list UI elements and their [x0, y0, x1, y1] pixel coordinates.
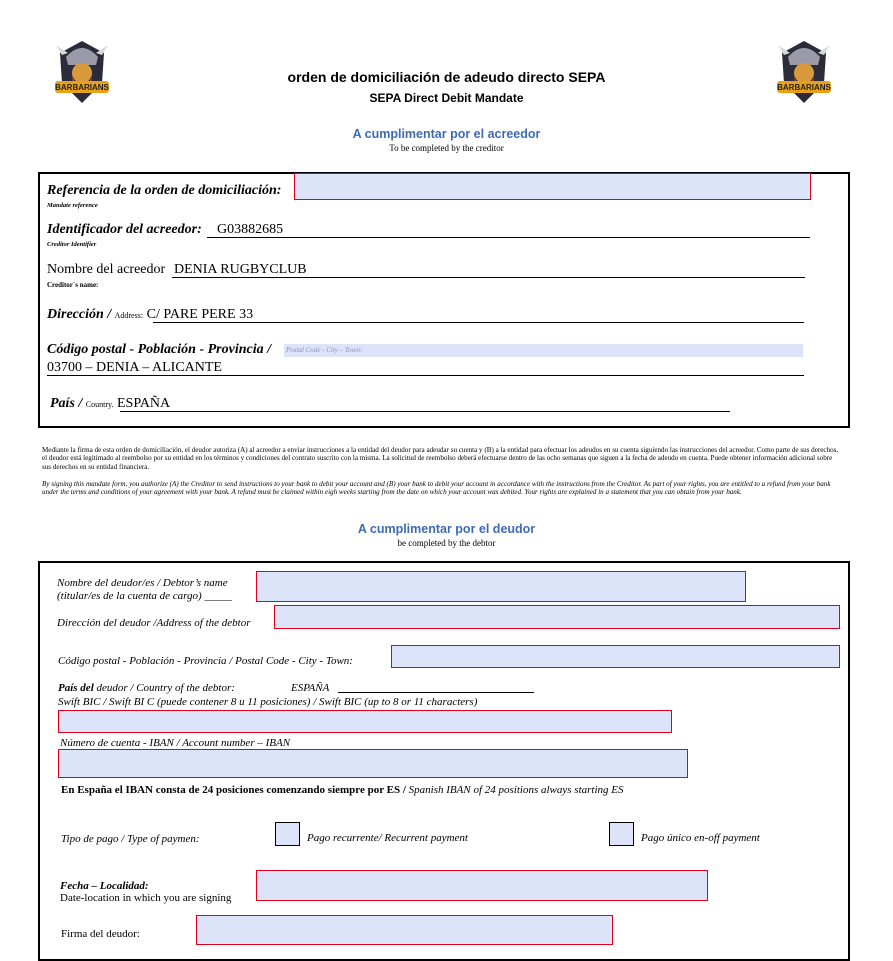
recurrent-payment-checkbox[interactable]	[275, 822, 300, 846]
iban-note-bold: En España el IBAN consta de 24 posiciones comenzando siempre por ES /	[61, 784, 406, 796]
legal-text-spanish: Mediante la firma de esta orden de domiciliación, el deudor autoriza (A) al acreedor a enviar instrucciones a la entidad del deudor para adeudar su cuenta y (B) a la entidad para efectuar los adeudos en su cuenta siguiendo las instrucciones del acreedor. Como parte de sus derechos, el deudor está legitimado al reembolso por su entidad en los términos y condiciones del contrato suscrito con la misma. La solicitud de reembolso deberá efectuarse dentro de las ocho semanas que siguen a la fecha de adeudo en cuenta. Puede obtener información adicional sobre sus derechos en su entidad financiera.	[42, 446, 839, 471]
address-sublabel: Address:	[114, 311, 144, 320]
document-title: orden de domiciliación de adeudo directo SEPA	[287, 69, 606, 85]
legal-text-english: By signing this mandate form, you authorize (A) the Creditor to send instructions to your bank to debit your account and (B) your bank to debit your account in accordance with the instructions from the Creditor. As part of your rights, you are entitled to a refund from your bank under the terms and conditions of your agreement with your bank. A refund must be claimed within eigh weeks starting from the date on which your account was debited. Your rights are explained in a statement that you can obtain from your bank.	[42, 480, 831, 497]
creditor-name-sublabel: Creditor´s name:	[47, 281, 99, 289]
signature-input[interactable]	[196, 915, 613, 945]
country-value: ESPAÑA	[116, 396, 171, 411]
country-underline	[120, 411, 730, 412]
mandate-reference-input[interactable]	[294, 173, 811, 200]
date-location-input[interactable]	[256, 870, 708, 901]
creditor-name-label: Nombre del acreedor	[47, 262, 166, 277]
debtor-name-input[interactable]	[256, 571, 746, 602]
creditor-section-heading: A cumplimentar por el acreedor	[352, 127, 541, 141]
creditor-id-value: G03882685	[217, 222, 284, 237]
mandate-reference-sublabel: Mandate reference	[47, 202, 98, 209]
oneoff-payment-checkbox[interactable]	[609, 822, 634, 846]
address-value: C/ PARE PERE 33	[146, 307, 254, 322]
debtor-section-heading: A cumplimentar por el deudor	[357, 522, 536, 536]
debtor-name-label: Nombre del deudor/es / Debtor’s name	[57, 577, 228, 589]
svg-text:BARBARIANS: BARBARIANS	[777, 83, 831, 92]
creditor-id-sublabel: Creditor Identifier	[47, 241, 97, 248]
address-label: Dirección /	[47, 307, 112, 322]
swift-label: Swift BIC / Swift BI C (puede contener 8 u 11 posiciones) / Swift BIC (up to 8 or 11 characters)	[58, 696, 478, 708]
debtor-country-label-bold: País del	[58, 682, 94, 694]
date-location-label: Fecha – Localidad:	[60, 880, 149, 892]
postal-underline	[47, 375, 804, 376]
iban-input[interactable]	[58, 749, 688, 778]
svg-text:BARBARIANS: BARBARIANS	[55, 83, 109, 92]
signature-label: Firma del deudor:	[61, 928, 140, 940]
address-underline	[153, 322, 804, 323]
oneoff-payment-label: Pago único en-off payment	[641, 832, 760, 844]
iban-label: Número de cuenta - IBAN / Account number – IBAN	[60, 737, 291, 749]
country-label: País /	[50, 396, 83, 411]
debtor-country-value: ESPAÑA	[291, 682, 330, 694]
postal-value: 03700 – DENIA – ALICANTE	[47, 360, 222, 375]
recurrent-payment-label: Pago recurrente/ Recurrent payment	[307, 832, 468, 844]
mandate-reference-label: Referencia de la orden de domiciliación:	[47, 183, 282, 198]
postal-sublabel: Postal Code - City – Town:	[286, 346, 363, 354]
debtor-postal-input[interactable]	[391, 645, 840, 668]
iban-note-italic: Spanish IBAN of 24 positions always starting ES	[408, 784, 624, 796]
creditor-id-label: Identificador del acreedor:	[47, 222, 202, 237]
creditor-box	[38, 172, 850, 428]
creditor-name-value: DENIA RUGBYCLUB	[174, 262, 307, 277]
debtor-address-input[interactable]	[274, 605, 840, 629]
debtor-section-subheading: be completed by the debtor	[397, 538, 496, 548]
creditor-section-subheading: To be completed by the creditor	[389, 143, 504, 153]
payment-type-label: Tipo de pago / Type of paymen:	[61, 833, 200, 845]
postal-sub-field[interactable]	[284, 344, 803, 357]
debtor-address-label: Dirección del deudor /Address of the debtor	[57, 617, 251, 629]
date-location-sublabel: Date-location in which you are signing	[60, 892, 232, 904]
debtor-country-label: deudor / Country of the debtor:	[96, 682, 235, 694]
debtor-postal-label: Código postal - Población - Provincia / Postal Code - City - Town:	[58, 655, 353, 667]
creditor-name-underline	[172, 277, 805, 278]
debtor-country-underline	[338, 692, 534, 693]
debtor-name-label-2: (titular/es de la cuenta de cargo) _____	[57, 590, 232, 602]
postal-label: Código postal - Población - Provincia /	[47, 342, 271, 357]
document-subtitle: SEPA Direct Debit Mandate	[369, 91, 524, 105]
country-sublabel: Country.	[85, 400, 114, 409]
swift-input[interactable]	[58, 710, 672, 733]
creditor-id-underline	[207, 237, 810, 238]
